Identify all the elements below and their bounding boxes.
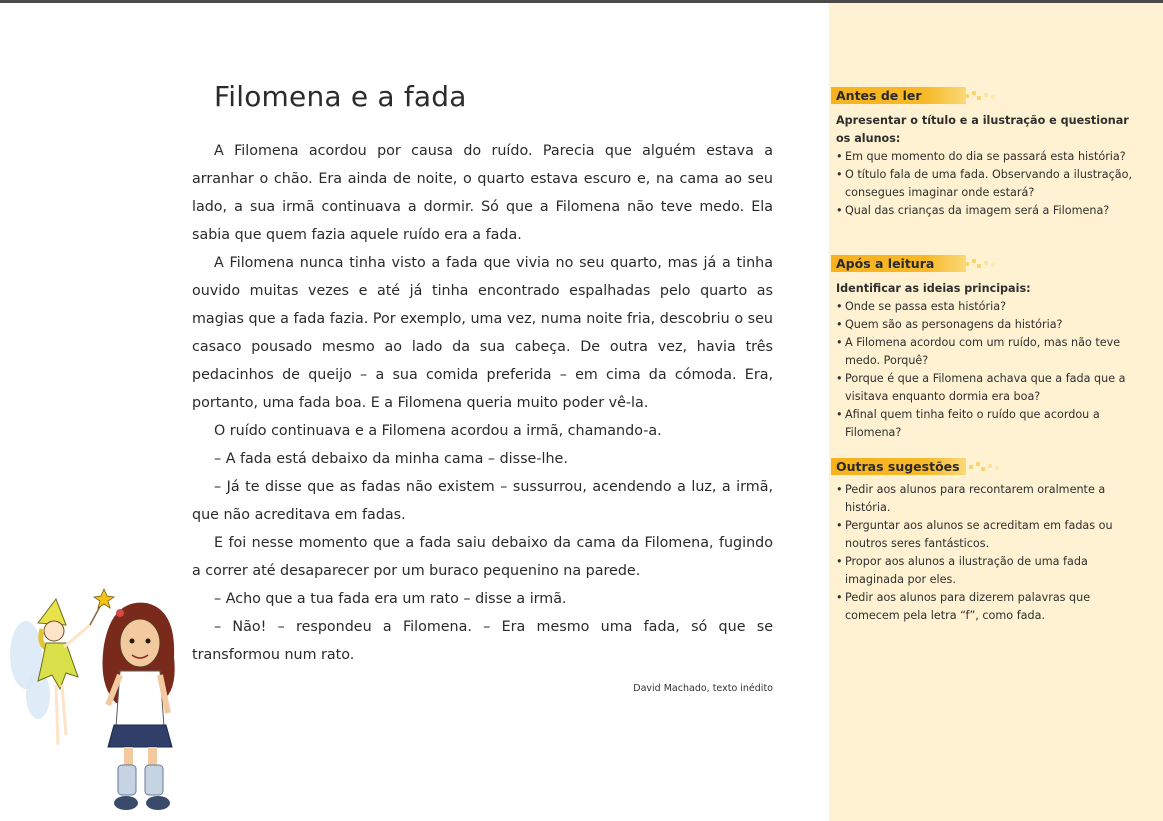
story-text bbox=[192, 137, 773, 669]
question-list bbox=[836, 298, 1136, 442]
story-paragraph: A Filomena acordou por causa do ruído. Parecia que alguém estava a arranhar o chão. Era ainda de noite, o quarto estava escuro e, na cama ao seu lado, a sua irmã continuava a dormir. Só que a Filomena não teve medo. Ela sabia que quem fazia aquele ruído era a fada. bbox=[192, 143, 773, 243]
question-list bbox=[836, 148, 1136, 220]
section-heading-antes bbox=[831, 87, 991, 104]
list-item: • A Filomena acordou com um ruído, mas não teve medo. Porquê? bbox=[836, 334, 1136, 370]
story-paragraph: E foi nesse momento que a fada saiu debaixo da cama da Filomena, fugindo a correr até desaparecer por um buraco pequenino na parede. bbox=[192, 535, 773, 579]
list-item: • Onde se passa esta história? bbox=[836, 298, 1136, 316]
page-title: Filomena e a fada bbox=[214, 80, 467, 113]
story-paragraph: – Não! – respondeu a Filomena. – Era mesmo uma fada, só que se transformou num rato. bbox=[192, 619, 773, 663]
sparkle-dots-icon bbox=[963, 462, 1003, 472]
sparkle-dots-icon bbox=[963, 91, 1003, 101]
section-heading-apos bbox=[831, 255, 991, 272]
section-body-outras bbox=[836, 481, 1136, 625]
section-heading-outras bbox=[831, 458, 991, 475]
list-item: • Propor aos alunos a ilustração de uma fada imaginada por eles. bbox=[836, 553, 1136, 589]
section-body-apos bbox=[836, 280, 1136, 442]
heading-label: Antes de ler bbox=[836, 88, 922, 103]
list-item: • O título fala de uma fada. Observando a ilustração, consegues imaginar onde estará? bbox=[836, 166, 1136, 202]
story-paragraph: – Acho que a tua fada era um rato – disse a irmã. bbox=[214, 591, 567, 607]
list-item: • Pedir aos alunos para recontarem oralmente a história. bbox=[836, 481, 1136, 517]
list-item: • Perguntar aos alunos se acreditam em fadas ou noutros seres fantásticos. bbox=[836, 517, 1136, 553]
list-item: • Afinal quem tinha feito o ruído que acordou a Filomena? bbox=[836, 406, 1136, 442]
list-item: • Qual das crianças da imagem será a Filomena? bbox=[836, 202, 1136, 220]
section-lead: Apresentar o título e a ilustração e questionar os alunos: bbox=[836, 114, 1129, 145]
story-paragraph: – A fada está debaixo da minha cama – disse-lhe. bbox=[214, 451, 568, 467]
story-credit: David Machado, texto inédito bbox=[633, 683, 773, 694]
list-item: • Quem são as personagens da história? bbox=[836, 316, 1136, 334]
section-lead: Identificar as ideias principais: bbox=[836, 282, 1031, 295]
heading-label: Após a leitura bbox=[836, 256, 935, 271]
fairy-and-girl-illustration bbox=[8, 585, 188, 817]
story-paragraph: – Já te disse que as fadas não existem – sussurrou, acendendo a luz, a irmã, que não acreditava em fadas. bbox=[192, 479, 773, 523]
list-item: • Em que momento do dia se passará esta história? bbox=[836, 148, 1136, 166]
list-item: • Pedir aos alunos para dizerem palavras que comecem pela letra “f”, como fada. bbox=[836, 589, 1136, 625]
section-body-antes bbox=[836, 112, 1136, 220]
heading-label: Outras sugestões bbox=[836, 459, 960, 474]
list-item: • Porque é que a Filomena achava que a fada que a visitava enquanto dormia era boa? bbox=[836, 370, 1136, 406]
sparkle-dots-icon bbox=[963, 259, 1003, 269]
story-paragraph: O ruído continuava e a Filomena acordou a irmã, chamando-a. bbox=[214, 423, 662, 439]
story-paragraph: A Filomena nunca tinha visto a fada que vivia no seu quarto, mas já a tinha ouvido muitas vezes e até já tinha encontrado espalhadas pelo quarto as magias que a fada fazia. Por exemplo, uma vez, numa noite fria, descobriu o seu casaco pousado mesmo ao lado da sua cabeça. De outra vez, havia três pedacinhos de queijo – a sua comida preferida – em cima da cómoda. Era, portanto, uma fada boa. E a Filomena queria muito poder vê-la. bbox=[192, 255, 773, 411]
suggestion-list bbox=[836, 481, 1136, 625]
